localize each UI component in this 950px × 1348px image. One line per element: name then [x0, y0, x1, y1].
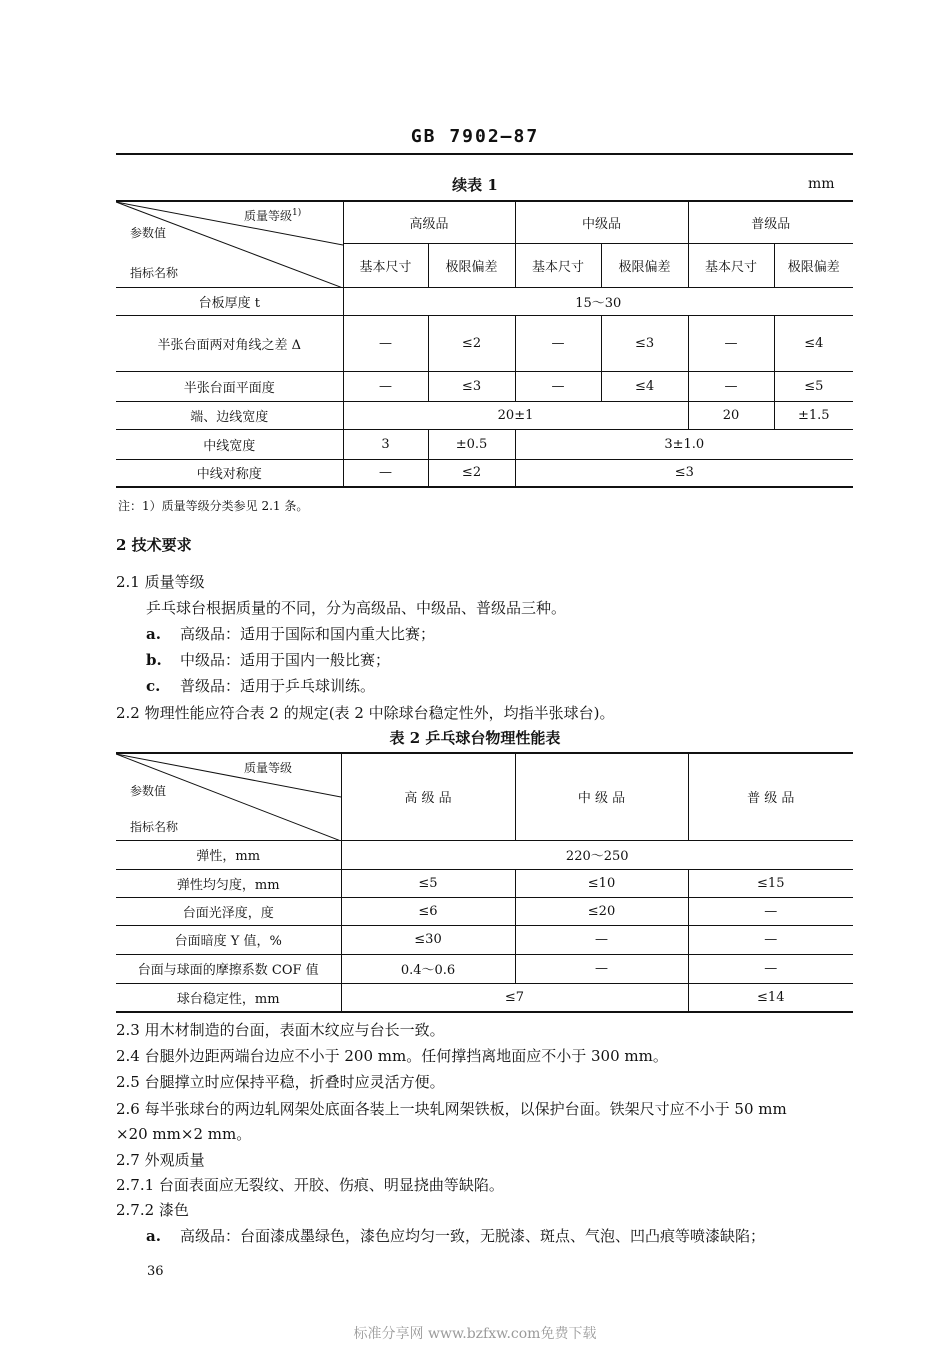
table2-row-label: 球台稳定性，mm: [116, 983, 341, 1012]
table2-cell: —: [688, 897, 853, 925]
table2-cell: ≤15: [688, 869, 853, 897]
clause-2-7-2: 2.7.2 漆色: [116, 1201, 189, 1219]
table1-cell: —: [343, 459, 428, 487]
table1-subheader: 基本尺寸: [343, 243, 428, 287]
table1-subheader: 极限偏差: [774, 243, 853, 287]
table1-footnote: 注：1）质量等级分类参见 2.1 条。: [118, 499, 309, 513]
table1-cell: —: [515, 315, 601, 371]
table1-corner-quality: 质量等级$^{1)}$: [244, 208, 302, 223]
clause-2-6-cont: ×20 mm×2 mm。: [116, 1125, 252, 1143]
table2-corner-param: 参数值: [130, 784, 167, 798]
table1-cell: ≤4: [601, 371, 688, 401]
table1-subheader: 极限偏差: [428, 243, 515, 287]
table2-cell: ≤10: [515, 869, 688, 897]
table1-cell: 15～30: [343, 287, 853, 315]
table2-corner-quality: 质量等级: [244, 761, 293, 775]
table1-cell: —: [688, 315, 774, 371]
table2-cell: —: [688, 925, 853, 954]
clause-2-4: 2.4 台腿外边距两端台边应不小于 200 mm。任何撑挡离地面应不小于 300 mm。: [116, 1047, 668, 1065]
clause-2-1-text: 乒乓球台根据质量的不同，分为高级品、中级品、普级品三种。: [146, 599, 567, 617]
table1-subheader: 基本尺寸: [688, 243, 774, 287]
clause-2-7-1: 2.7.1 台面表面应无裂纹、开胶、伤痕、明显挠曲等缺陷。: [116, 1176, 504, 1194]
table1-cell: ±0.5: [428, 429, 515, 459]
table2-cell: ≤14: [688, 983, 853, 1012]
table1-grade-mid: 中级品: [515, 201, 688, 243]
table2-cell: 0.4～0.6: [341, 954, 515, 983]
table2-cell: —: [688, 954, 853, 983]
clause-2-6: 2.6 每半张球台的两边轧网架处底面各装上一块轧网架铁板，以保护台面。铁架尺寸应不小于 50 mm: [116, 1100, 787, 1118]
table1-cell: —: [343, 371, 428, 401]
list-item: a. 高级品：台面漆成墨绿色，漆色应均匀一致，无脱漆、斑点、气泡、凹凸痕等喷漆缺陷；: [146, 1227, 766, 1245]
table1-row-label: 端、边线宽度: [116, 401, 343, 429]
table1-cell: 20: [688, 401, 774, 429]
table1-cell: 3±1.0: [515, 429, 853, 459]
table2-row-label: 弹性均匀度，mm: [116, 869, 341, 897]
clause-2-7: 2.7 外观质量: [116, 1151, 205, 1169]
page-number: 36: [147, 1264, 164, 1279]
watermark: 标准分享网 www.bzfxw.com免费下载: [353, 1326, 597, 1342]
document-code: GB 7902—87: [410, 126, 540, 147]
clause-2-3: 2.3 用木材制造的台面，表面木纹应与台长一致。: [116, 1021, 445, 1039]
table1-cell: ≤3: [601, 315, 688, 371]
table1-row-label: 中线宽度: [116, 429, 343, 459]
table1-unit: mm: [808, 176, 835, 192]
table1-row-label: 半张台面平面度: [116, 371, 343, 401]
table2-grade-normal: 普 级 品: [688, 753, 853, 840]
table1-cell: ≤3: [428, 371, 515, 401]
table2-cell: ≤7: [341, 983, 688, 1012]
table1-subheader: 基本尺寸: [515, 243, 601, 287]
table2-row-label: 台面光泽度，度: [116, 897, 341, 925]
table2-grade-mid: 中 级 品: [515, 753, 688, 840]
table2-cell: ≤5: [341, 869, 515, 897]
table2-caption: 表 2 乒乓球台物理性能表: [389, 729, 561, 747]
header-rule: [116, 153, 853, 155]
table1-cell: 3: [343, 429, 428, 459]
list-item: a. 高级品：适用于国际和国内重大比赛；: [146, 625, 436, 643]
table1-grade-normal: 普级品: [688, 201, 853, 243]
table2-corner-header: [116, 753, 341, 840]
list-item: c. 普级品：适用于乒乓球训练。: [146, 677, 376, 695]
table2-row-label: 台面暗度 Y 值，%: [116, 925, 341, 954]
table1-subheader: 极限偏差: [601, 243, 688, 287]
section-title: 2 技术要求: [116, 536, 192, 554]
table1-cell: ≤2: [428, 459, 515, 487]
table1-corner-header: [116, 201, 343, 287]
clause-2-1: 2.1 质量等级: [116, 573, 205, 591]
table2-row-label: 台面与球面的摩擦系数 COF 值: [116, 954, 341, 983]
table1-cell: —: [515, 371, 601, 401]
table1-cell: ±1.5: [774, 401, 853, 429]
table2-cell: 220～250: [341, 840, 853, 869]
table1-grade-high: 高级品: [343, 201, 515, 243]
table2-cell: ≤20: [515, 897, 688, 925]
table1-cell: ≤3: [515, 459, 853, 487]
table2-cell: ≤6: [341, 897, 515, 925]
table1-corner-param: 参数值: [130, 226, 167, 240]
table1-row-label: 半张台面两对角线之差 Δ: [116, 315, 343, 371]
clause-2-2: 2.2 物理性能应符合表 2 的规定(表 2 中除球台稳定性外，均指半张球台)。: [116, 704, 615, 722]
table2: [116, 752, 853, 1013]
table1-cell: 20±1: [343, 401, 688, 429]
clause-2-5: 2.5 台腿撑立时应保持平稳，折叠时应灵活方便。: [116, 1073, 445, 1091]
table1-cell: —: [343, 315, 428, 371]
table2-cell: —: [515, 925, 688, 954]
table1-caption: 续表 1: [452, 176, 498, 194]
table1-cell: —: [688, 371, 774, 401]
table2-row-label: 弹性，mm: [116, 840, 341, 869]
table1-row-label: 台板厚度 t: [116, 287, 343, 315]
table1: [116, 200, 853, 488]
table2-corner-indicator: 指标名称: [130, 820, 179, 834]
table1-cell: ≤4: [774, 315, 853, 371]
table1-corner-indicator: 指标名称: [130, 266, 179, 280]
table1-cell: ≤5: [774, 371, 853, 401]
table2-cell: ≤30: [341, 925, 515, 954]
table1-row-label: 中线对称度: [116, 459, 343, 487]
table2-grade-high: 高 级 品: [341, 753, 515, 840]
list-item: b. 中级品：适用于国内一般比赛；: [146, 651, 391, 669]
table2-cell: —: [515, 954, 688, 983]
table1-cell: ≤2: [428, 315, 515, 371]
